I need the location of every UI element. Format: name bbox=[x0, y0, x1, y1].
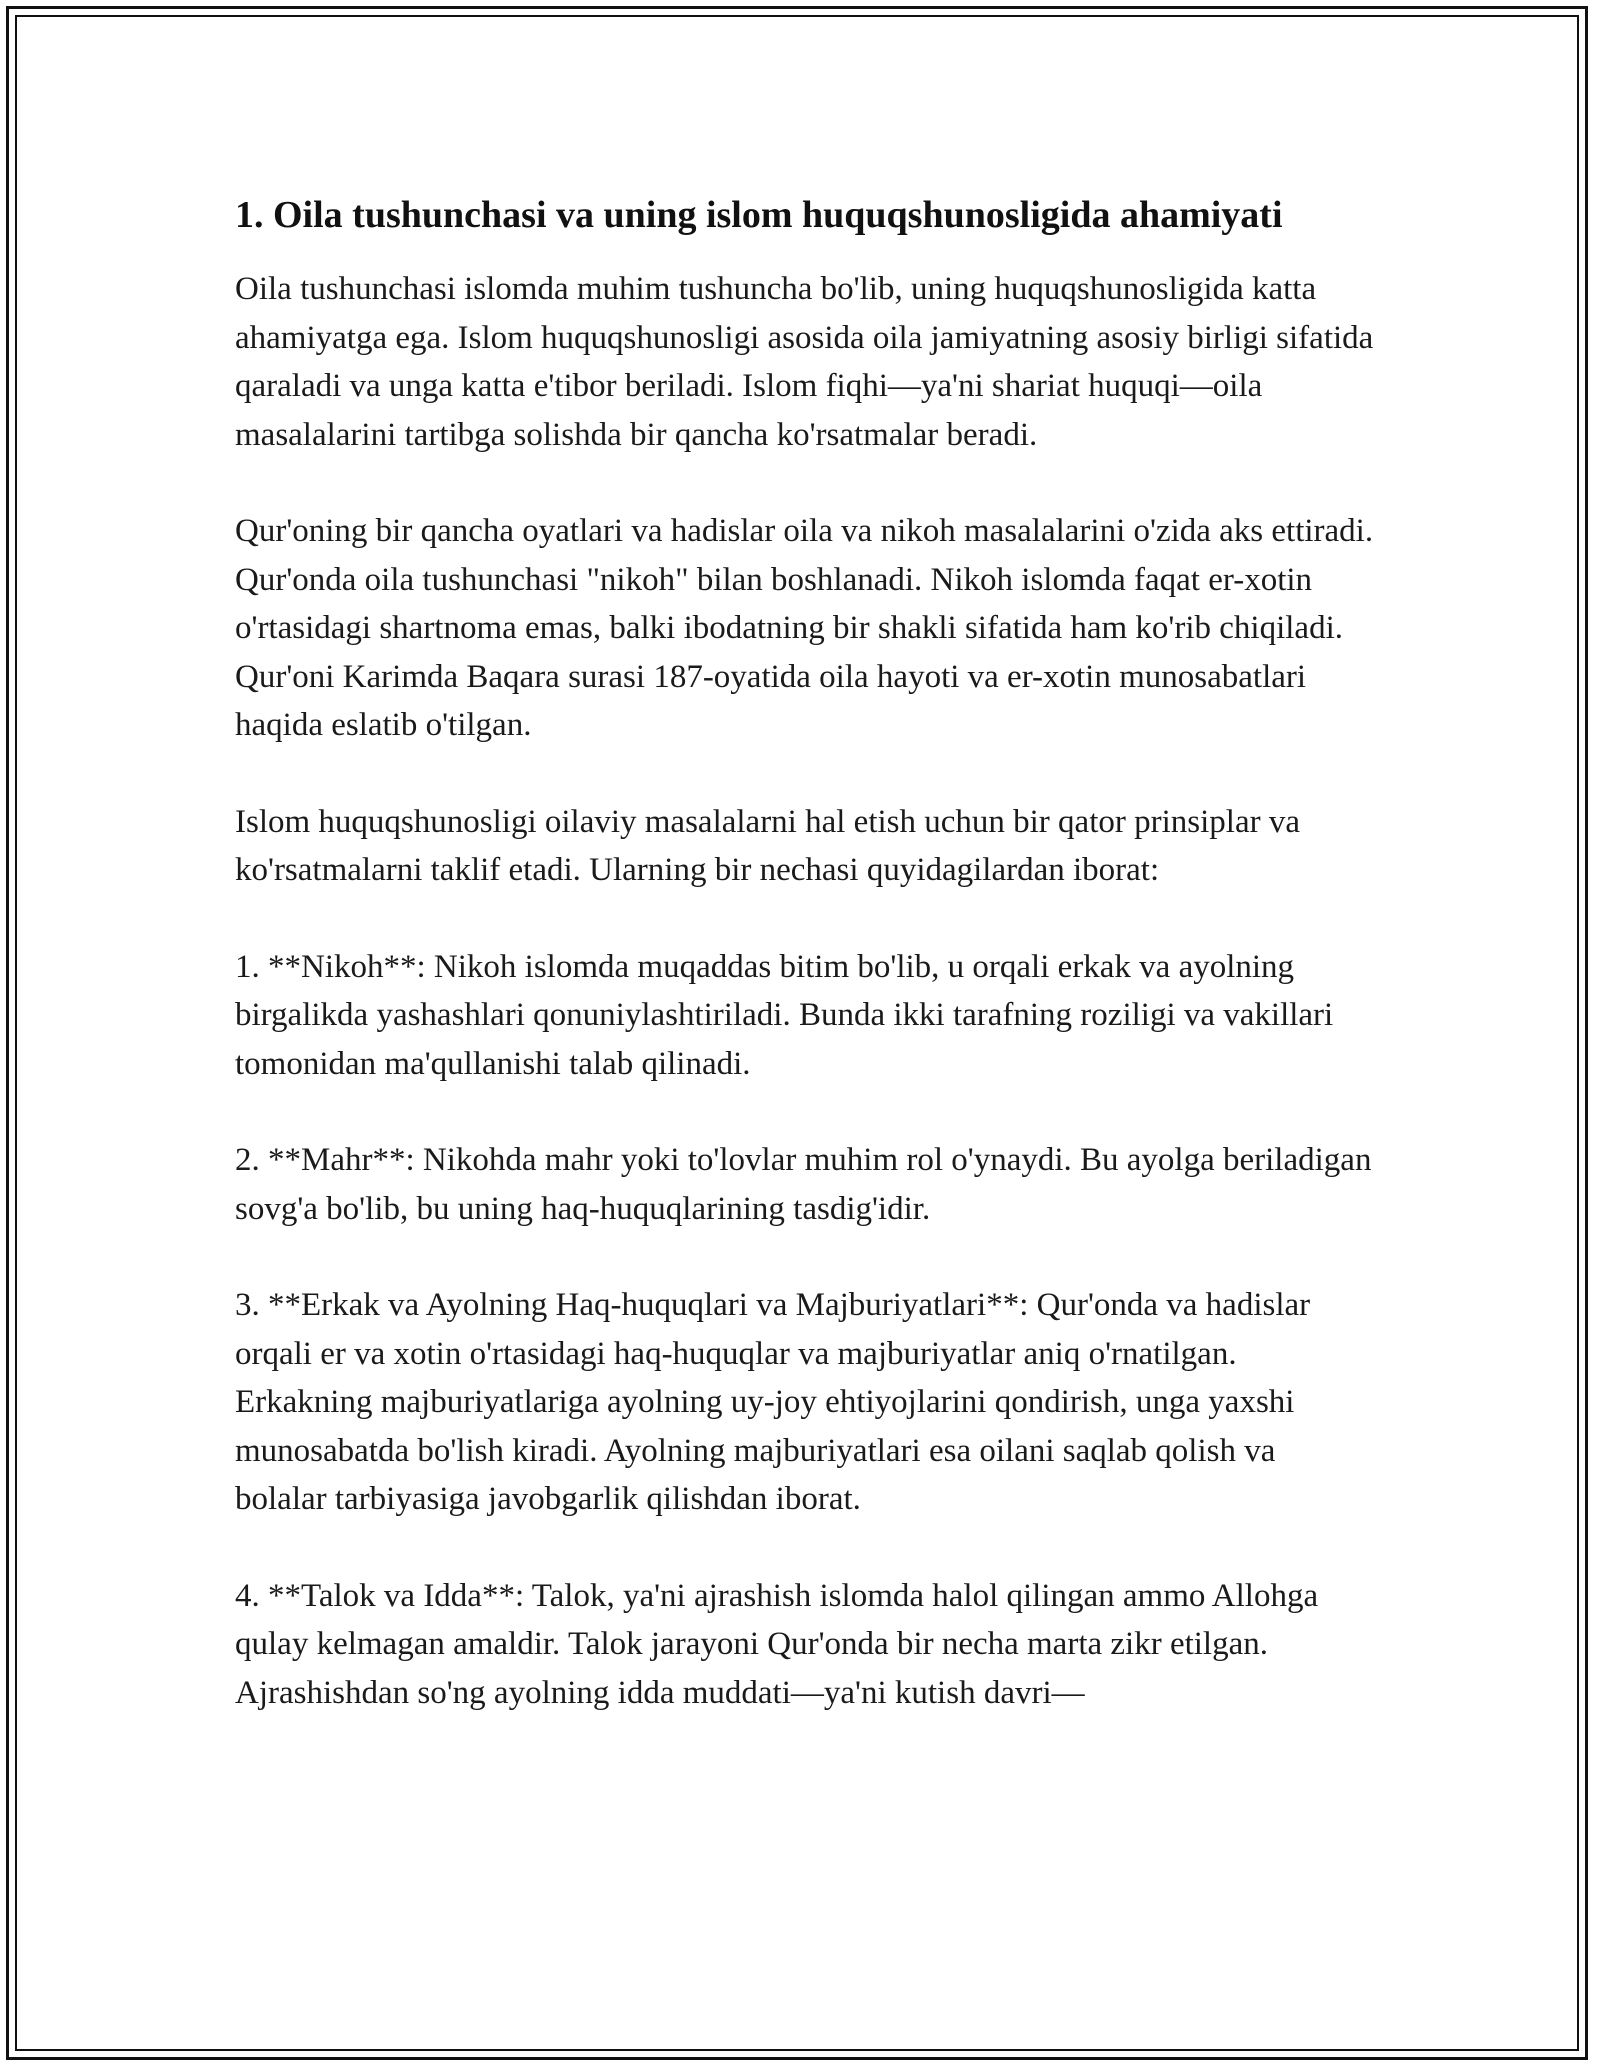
list-item-talok: 4. **Talok va Idda**: Talok, ya'ni ajrashish islomda halol qilingan ammo Allohga qulay kelmagan amaldir. Talok jarayoni Qur'onda bir necha marta zikr etilgan. Ajrashishdan so'ng ayolning idda muddati—ya'ni kutish davri— bbox=[235, 1577, 1319, 1711]
document-body bbox=[235, 188, 1375, 1717]
paragraph-intro: Oila tushunchasi islomda muhim tushuncha bo'lib, uning huquqshunosligida katta ahamiyatga ega. Islom huquqshunosligi asosida oila jamiyatning asosiy birligi sifatida qaraladi va unga katta e'tibor beriladi. Islom fiqhi—ya'ni shariat huquqi—oila masalalarini tartibga solishda bir qancha ko'rsatmalar beradi. bbox=[235, 271, 1374, 453]
list-item-rights: 3. **Erkak va Ayolning Haq-huquqlari va Majburiyatlari**: Qur'onda va hadislar orqali er va xotin o'rtasidagi haq-huquqlar va majburiyatlar aniq o'rnatilgan. Erkakning majburiyatlariga ayolning uy-joy ehtiyojlarini qondirish, unga yaxshi munosabatda bo'lish kiradi. Ayolning majburiyatlari esa oilani saqlab qolish va bolalar tarbiyasiga javobgarlik qilishdan iborat. bbox=[235, 1287, 1311, 1517]
list-item-mahr: 2. **Mahr**: Nikohda mahr yoki to'lovlar muhim rol o'ynaydi. Bu ayolga beriladigan sovg'a bo'lib, bu uning haq-huquqlarining tasdig'idir. bbox=[235, 1142, 1372, 1227]
paragraph-principles: Islom huquqshunosligi oilaviy masalalarni hal etish uchun bir qator prinsiplar va ko'rsatmalarni taklif etadi. Ularning bir nechasi quyidagilardan iborat: bbox=[235, 803, 1300, 888]
list-item-nikoh: 1. **Nikoh**: Nikoh islomda muqaddas bitim bo'lib, u orqali erkak va ayolning birgalikda yashashlari qonuniylashtiriladi. Bunda ikki tarafning roziligi va vakillari tomonidan ma'qullanishi talab qilinadi. bbox=[235, 948, 1334, 1082]
section-title: 1. Oila tushunchasi va uning islom huquqshunosligida ahamiyati bbox=[235, 194, 1283, 236]
paragraph-quran: Qur'oning bir qancha oyatlari va hadislar oila va nikoh masalalarini o'zida aks ettiradi. Qur'onda oila tushunchasi "nikoh" bilan boshlanadi. Nikoh islomda faqat er-xotin o'rtasidagi shartnoma emas, balki ibodatning bir shakli sifatida ham ko'rib chiqiladi. Qur'oni Karimda Baqara surasi 187-oyatida oila hayoti va er-xotin munosabatlari haqida eslatib o'tilgan. bbox=[235, 513, 1374, 743]
